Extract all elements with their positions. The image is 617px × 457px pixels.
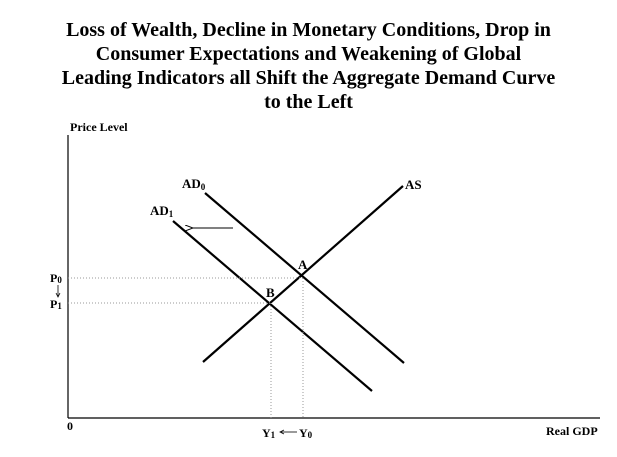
p0-label: P0 bbox=[50, 271, 62, 285]
as-label: AS bbox=[405, 177, 422, 192]
p1-label: P1 bbox=[50, 297, 62, 311]
origin-label: 0 bbox=[67, 419, 73, 433]
y1-label: Y1 bbox=[262, 426, 276, 440]
ad1-label: AD1 bbox=[150, 203, 174, 219]
x-axis-label: Real GDP bbox=[546, 424, 598, 438]
ad0-curve bbox=[205, 193, 404, 363]
y-axis-label: Price Level bbox=[70, 120, 128, 134]
title-line-1: Loss of Wealth, Decline in Monetary Conditions, Drop in bbox=[66, 19, 551, 41]
y0-label: Y0 bbox=[299, 426, 313, 440]
ad0-label: AD0 bbox=[182, 176, 206, 192]
title-line-3: Leading Indicators all Shift the Aggregate Demand Curve bbox=[61, 67, 556, 89]
ad1-curve bbox=[173, 221, 372, 391]
point-a-label: A bbox=[298, 257, 308, 272]
point-b-label: B bbox=[266, 285, 275, 300]
title-line-2: Consumer Expectations and Weakening of Global bbox=[95, 43, 522, 65]
title-line-4: to the Left bbox=[264, 91, 353, 113]
